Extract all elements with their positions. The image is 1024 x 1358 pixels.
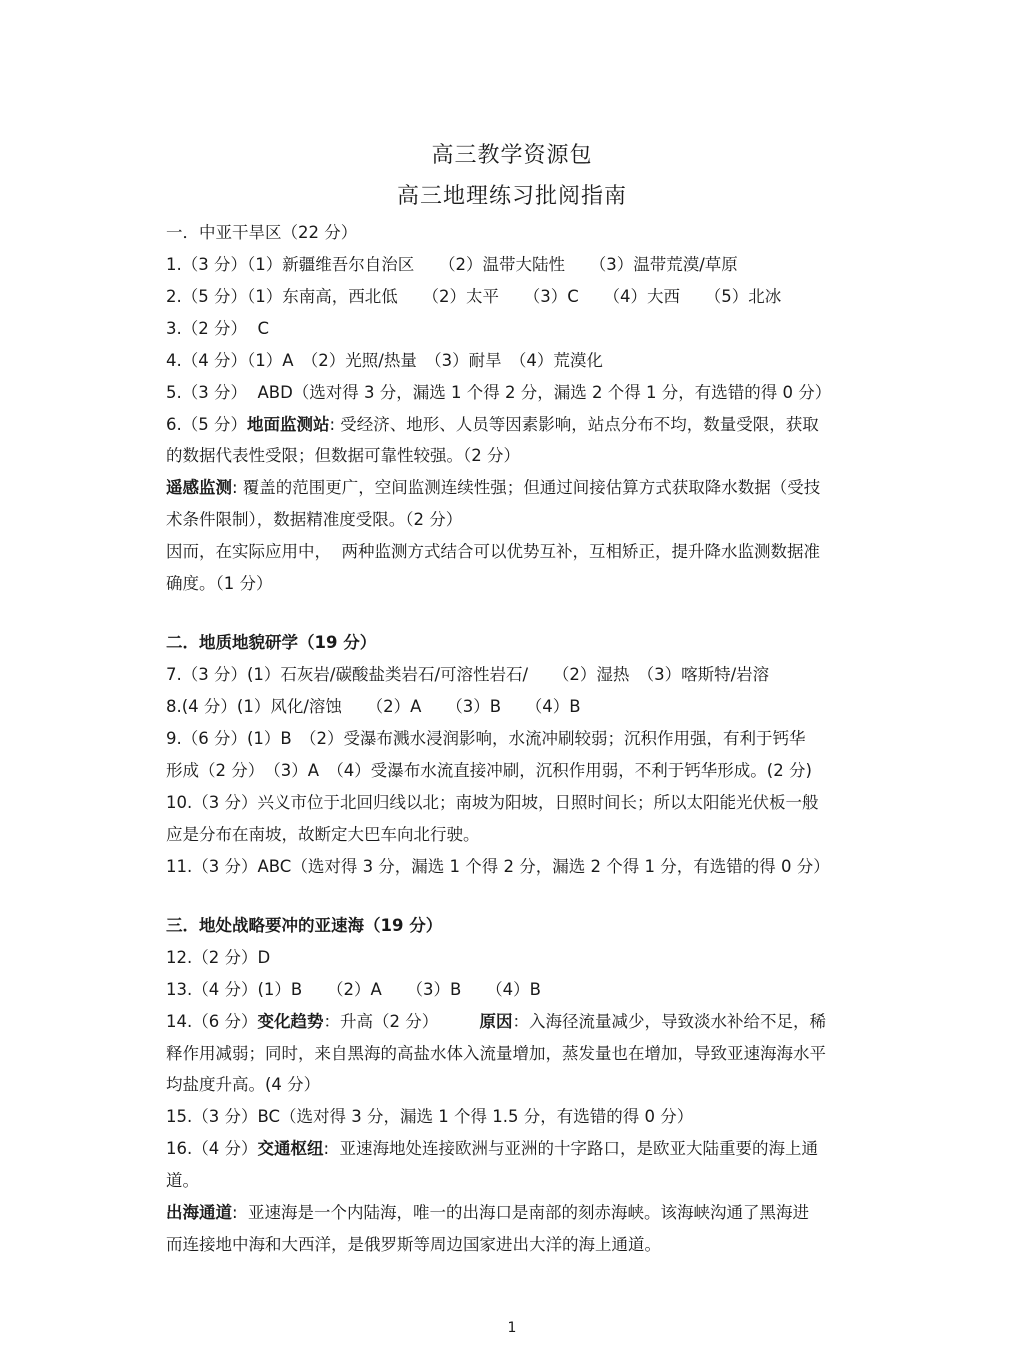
answer-q7: 7.（3 分）(1）石灰岩/碳酸盐类岩石/可溶性岩石/ （2）湿热 （3）喀斯特/岩溶 (166, 665, 770, 684)
q6-label-ground-station: 地面监测站 (247, 415, 330, 434)
q14-text1: ：升高（2 分） (323, 1012, 480, 1031)
q16-label-outlet: 出海通道 (166, 1203, 232, 1222)
q6-label-remote-sensing: 遥感监测 (166, 478, 232, 497)
page-number: 1 (507, 1320, 517, 1336)
answer-q6-line6: 确度。（1 分） (166, 574, 273, 593)
answer-q16-line4: 而连接地中海和大西洋，是俄罗斯等周边国家进出大洋的海上通道。 (166, 1235, 661, 1254)
answer-q16-line1 (166, 1138, 818, 1160)
sub-title: 高三地理练习批阅指南 (396, 184, 627, 209)
q16-text1: : 亚速海地处连接欧洲与亚洲的十字路口，是欧亚大陆重要的海上通 (323, 1139, 819, 1158)
answer-q9-line2: 形成（2 分） （3）A （4）受瀑布水流直接冲刷，沉积作用弱，不利于钙华形成。(2 分) (166, 761, 812, 780)
answer-q14-line3: 均盐度升高。(4 分） (166, 1075, 321, 1094)
answer-q15: 15.（3 分）BC（选对得 3 分，漏选 1 个得 1.5 分，有选错的得 0 分） (166, 1107, 694, 1126)
answer-q16-line3 (166, 1202, 809, 1224)
section-3-heading: 三．地处战略要冲的亚速海（19 分） (166, 916, 443, 935)
answer-q3: 3.（2 分） C (166, 319, 269, 338)
answer-q12: 12.（2 分）D (166, 948, 271, 967)
answer-q6-line5: 因而，在实际应用中， 两种监测方式结合可以优势互补，互相矫正，提升降水监测数据准 (166, 542, 820, 561)
q6-text1: : 受经济、地形、人员等因素影响，站点分布不均，数量受限，获取 (329, 415, 819, 434)
answer-q6-line4: 术条件限制），数据精准度受限。（2 分） (166, 510, 463, 529)
answer-q9-line1: 9.（6 分）(1）B （2）受瀑布溅水浸润影响，水流冲刷较弱；沉积作用强，有利于钙华 (166, 729, 806, 748)
answer-q6-line2: 的数据代表性受限；但数据可靠性较强。（2 分） (166, 446, 520, 465)
q16-label-hub: 交通枢纽 (257, 1139, 324, 1158)
q16-prefix: 16.（4 分） (166, 1139, 258, 1158)
section-2-heading: 二．地质地貌研学（19 分） (166, 633, 377, 652)
q14-prefix: 14.（6 分） (166, 1012, 258, 1031)
q6-prefix: 6.（5 分） (166, 415, 247, 434)
answer-q14-line2: 释作用减弱；同时，来自黑海的高盐水体入流量增加，蒸发量也在增加，导致亚速海海水平 (166, 1044, 826, 1063)
answer-q14-line1 (166, 1011, 826, 1033)
answer-q6-line1 (166, 414, 819, 436)
answer-q13: 13.（4 分）(1）B （2）A （3）B （4）B (166, 980, 541, 999)
answer-q1: 1.（3 分）（1）新疆维吾尔自治区 （2）温带大陆性 （3）温带荒漠/草原 (166, 255, 738, 274)
answer-q10-line2: 应是分布在南坡，故断定大巴车向北行驶。 (166, 825, 480, 844)
answer-q8: 8.(4 分）(1）风化/溶蚀 （2）A （3）B （4）B (166, 697, 581, 716)
main-title: 高三教学资源包 (431, 143, 593, 168)
answer-q2: 2.（5 分）（1）东南高，西北低 （2）太平 （3）C （4）大西 （5）北冰 (166, 287, 782, 306)
q14-text2: ：入海径流量减少，导致淡水补给不足，稀 (512, 1012, 826, 1031)
q16-text3: : 亚速海是一个内陆海，唯一的出海口是南部的刻赤海峡。该海峡沟通了黑海进 (232, 1203, 810, 1222)
answer-q5: 5.（3 分） ABD（选对得 3 分，漏选 1 个得 2 分，漏选 2 个得 1 分，有选错的得 0 分） (166, 383, 832, 402)
section-1-heading: 一．中亚干旱区（22 分） (166, 223, 358, 242)
q14-label-trend: 变化趋势 (257, 1012, 324, 1031)
q14-label-reason: 原因 (479, 1012, 513, 1031)
answer-q11: 11.（3 分）ABC（选对得 3 分，漏选 1 个得 2 分，漏选 2 个得 1 分，有选错的得 0 分） (166, 857, 830, 876)
answer-q16-line2: 道。 (166, 1171, 199, 1190)
answer-q4: 4.（4 分）（1）A （2）光照/热量 （3）耐旱 （4）荒漠化 (166, 351, 603, 370)
q6-text3: : 覆盖的范围更广，空间监测连续性强；但通过间接估算方式获取降水数据（受技 (232, 478, 821, 497)
answer-q6-line3 (166, 477, 820, 499)
answer-q10-line1: 10.（3 分）兴义市位于北回归线以北；南坡为阳坡，日照时间长；所以太阳能光伏板一般 (166, 793, 819, 812)
